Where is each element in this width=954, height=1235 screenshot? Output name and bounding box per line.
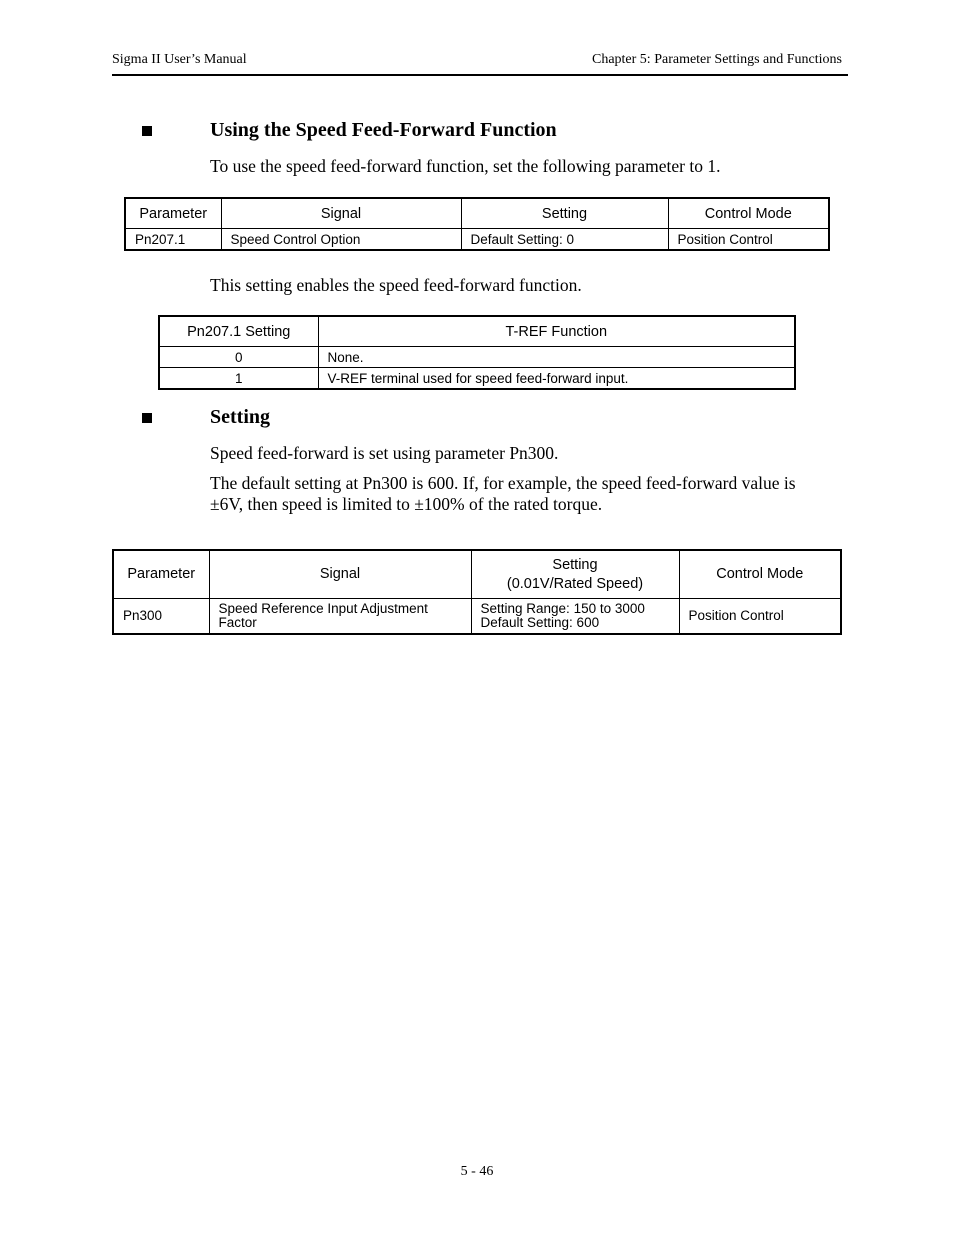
table-cell: Pn207.1 xyxy=(125,229,221,251)
table-cell: Speed Control Option xyxy=(221,229,461,251)
column-header: T-REF Function xyxy=(318,316,795,347)
signal-line: Factor xyxy=(218,615,257,630)
parameter-table xyxy=(124,197,830,251)
page-number: 5 - 46 xyxy=(460,1164,494,1179)
setting-header-unit: (0.01V/Rated Speed) xyxy=(506,575,644,592)
table-cell: Default Setting: 0 xyxy=(461,229,668,251)
table-cell xyxy=(471,599,679,635)
column-header xyxy=(471,550,679,599)
default-paragraph-line: The default setting at Pn300 is 600. If, for example, the speed feed-forward value is xyxy=(210,473,796,493)
column-header: Signal xyxy=(209,550,471,599)
column-header: Setting xyxy=(461,198,668,229)
page-header xyxy=(112,52,848,76)
column-header: Parameter xyxy=(125,198,221,229)
table-row xyxy=(113,599,841,635)
section-heading: Setting xyxy=(210,406,270,428)
table-cell: None. xyxy=(318,347,795,368)
manual-title: Sigma II User’s Manual xyxy=(112,52,247,67)
default-paragraph-line: ±6V, then speed is limited to ±100% of the rated torque. xyxy=(210,494,603,514)
table-cell: V-REF terminal used for speed feed-forward input. xyxy=(318,368,795,390)
table-cell: 1 xyxy=(159,368,318,390)
setting-header-line: Setting xyxy=(552,556,598,573)
table-cell: Position Control xyxy=(668,229,829,251)
table-cell: 0 xyxy=(159,347,318,368)
table-header-row xyxy=(113,550,841,599)
column-header: Pn207.1 Setting xyxy=(159,316,318,347)
section-bullet-icon xyxy=(142,126,152,136)
section-heading: Using the Speed Feed-Forward Function xyxy=(210,119,557,141)
column-header: Control Mode xyxy=(679,550,841,599)
setting-paragraph: Speed feed-forward is set using parameter Pn300. xyxy=(210,443,559,463)
parameter-table xyxy=(112,549,842,635)
table-cell xyxy=(209,599,471,635)
table-row xyxy=(159,347,795,368)
chapter-title: Chapter 5: Parameter Settings and Functions xyxy=(591,52,842,67)
table-header-row xyxy=(125,198,829,229)
signal-line: Speed Reference Input Adjustment xyxy=(218,601,428,616)
section-bullet-icon xyxy=(142,413,152,423)
default-setting: Default Setting: 600 xyxy=(480,615,600,630)
column-header: Signal xyxy=(221,198,461,229)
table-cell: Pn300 xyxy=(113,599,209,635)
column-header: Parameter xyxy=(113,550,209,599)
explanation-paragraph: This setting enables the speed feed-forward function. xyxy=(210,275,582,295)
table-header-row xyxy=(159,316,795,347)
intro-paragraph: To use the speed feed-forward function, set the following parameter to 1. xyxy=(210,156,721,176)
column-header: Control Mode xyxy=(668,198,829,229)
table-cell: Position Control xyxy=(679,599,841,635)
setting-range: Setting Range: 150 to 3000 xyxy=(480,601,645,616)
table-row xyxy=(125,229,829,251)
function-table xyxy=(158,315,796,390)
table-row xyxy=(159,368,795,390)
